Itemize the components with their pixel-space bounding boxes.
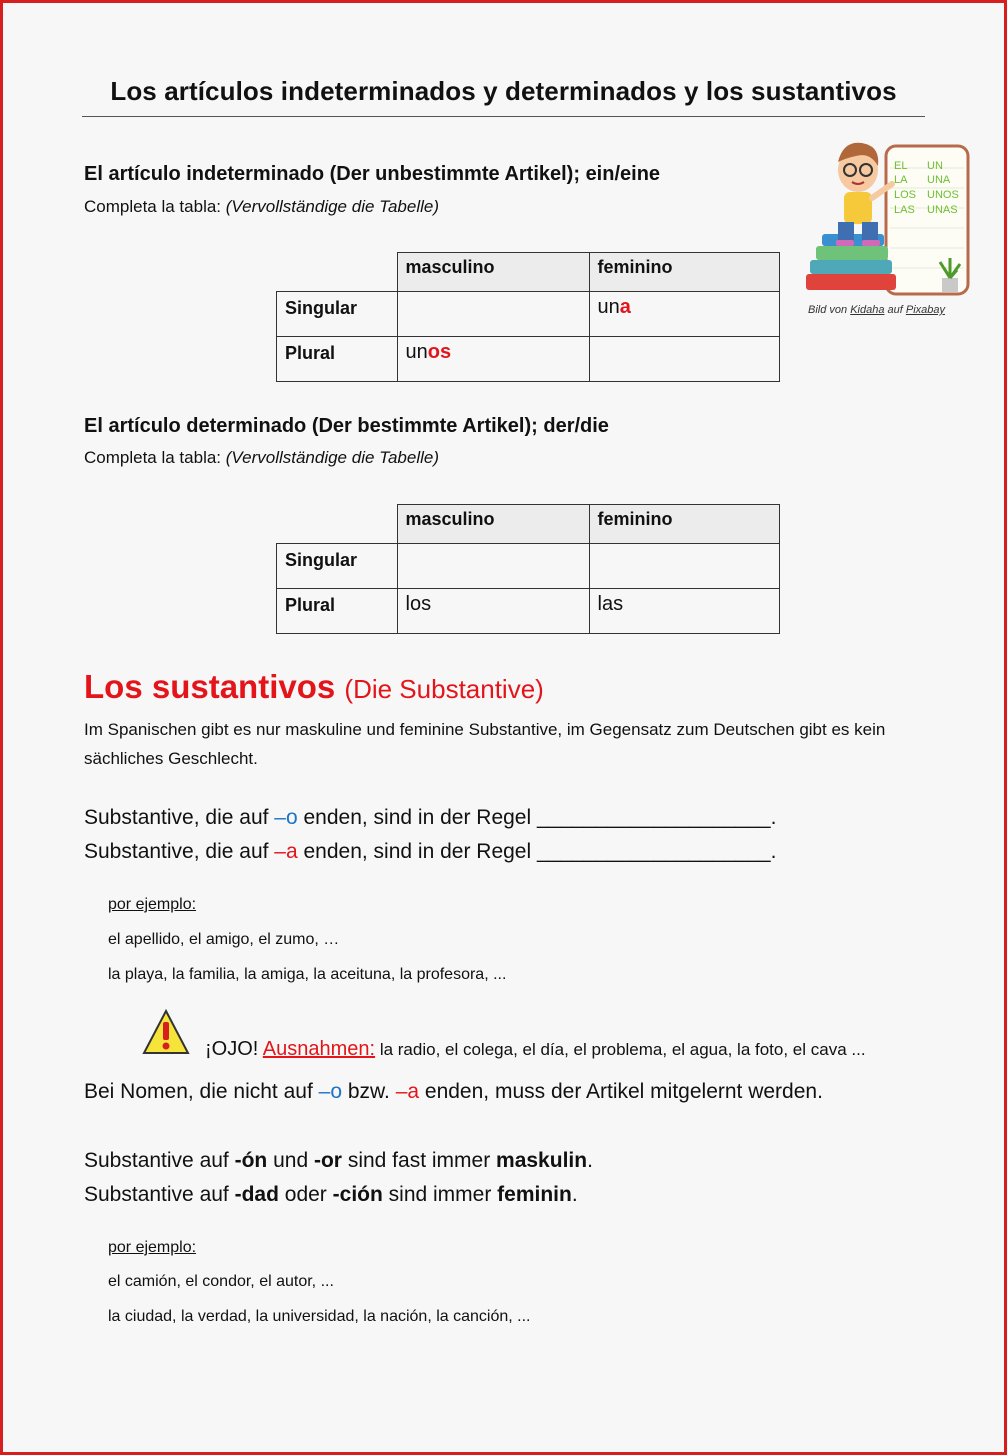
indefinite-article-table <box>276 252 780 382</box>
board-word-right-3: UNOS <box>927 189 959 201</box>
board-word-left-3: LOS <box>894 189 917 201</box>
article-memorize-note: Bei Nomen, die nicht auf –o bzw. –a enden, muss der Artikel mitgelernt werden. <box>84 1080 823 1103</box>
col-header-masculino: masculino <box>397 505 589 544</box>
row-header-singular: Singular <box>277 544 398 589</box>
row-header-singular: Singular <box>277 292 398 337</box>
col-header-feminino: feminino <box>589 253 780 292</box>
example2-feminine: la ciudad, la verdad, la universidad, la nación, la canción, ... <box>108 1308 531 1325</box>
section2-heading: El artículo determinado (Der bestimmte Artikel); der/die <box>84 415 609 437</box>
cell-plural-feminino: las <box>589 589 780 634</box>
example-feminine: la playa, la familia, la amiga, la aceituna, la profesora, ... <box>108 966 507 983</box>
board-word-right-4: UNAS <box>927 204 958 216</box>
rule-dad-cion: Substantive auf -dad oder -ción sind immer feminin. <box>84 1183 578 1206</box>
row-header-plural: Plural <box>277 337 398 382</box>
cell-singular-feminino: una <box>589 292 780 337</box>
warning-icon <box>142 1008 190 1056</box>
rule-a-ending: Substantive, die auf –a enden, sind in der Regel ____________________. <box>84 840 777 863</box>
section3-intro: Im Spanischen gibt es nur maskuline und feminine Substantive, im Gegensatz zum Deutschen gibt es kein sächliches Geschlecht. <box>84 720 886 768</box>
cell-plural-masculino: los <box>397 589 589 634</box>
board-word-left-2: LA <box>894 174 908 186</box>
section3-heading: Los sustantivos (Die Substantive) <box>84 668 544 705</box>
example-label: por ejemplo: <box>108 896 197 913</box>
board-word-left-4: LAS <box>894 204 915 216</box>
board-word-right-2: UNA <box>927 174 951 186</box>
cell-singular-feminino[interactable] <box>589 544 780 589</box>
kid-on-books-illustration <box>800 138 975 303</box>
ojo-note: ¡OJO! Ausnahmen: la radio, el colega, el día, el problema, el agua, la foto, el cava ... <box>205 1038 866 1060</box>
cell-singular-masculino[interactable] <box>397 544 589 589</box>
row-header-plural: Plural <box>277 589 398 634</box>
credit-source-link[interactable]: Pixabay <box>905 304 946 316</box>
cell-plural-masculino: unos <box>397 337 589 382</box>
example2-masculine: el camión, el condor, el autor, ... <box>108 1273 334 1290</box>
credit-author-link[interactable]: Kidaha <box>850 304 885 316</box>
section1-instruction: Completa la tabla: (Vervollständige die Tabelle) <box>84 197 440 216</box>
rule-o-ending: Substantive, die auf –o enden, sind in der Regel ____________________. <box>84 806 777 829</box>
col-header-feminino: feminino <box>589 505 780 544</box>
image-credit: Bild von Kidaha auf Pixabay <box>808 304 946 316</box>
board-word-left-1: EL <box>894 160 908 172</box>
section2-instruction: Completa la tabla: (Vervollständige die Tabelle) <box>84 448 440 467</box>
title-underline <box>82 116 925 117</box>
section1-heading: El artículo indeterminado (Der unbestimmte Artikel); ein/eine <box>84 163 661 185</box>
board-word-right-1: UN <box>927 160 943 172</box>
col-header-masculino: masculino <box>397 253 589 292</box>
page-title: Los artículos indeterminados y determinados y los sustantivos <box>110 76 897 106</box>
cell-plural-feminino[interactable] <box>589 337 780 382</box>
definite-article-table <box>276 504 780 634</box>
cell-singular-masculino[interactable] <box>397 292 589 337</box>
rule-on-or: Substantive auf -ón und -or sind fast immer maskulin. <box>84 1149 593 1172</box>
example-masculine: el apellido, el amigo, el zumo, … <box>108 931 340 948</box>
example2-label: por ejemplo: <box>108 1239 197 1256</box>
